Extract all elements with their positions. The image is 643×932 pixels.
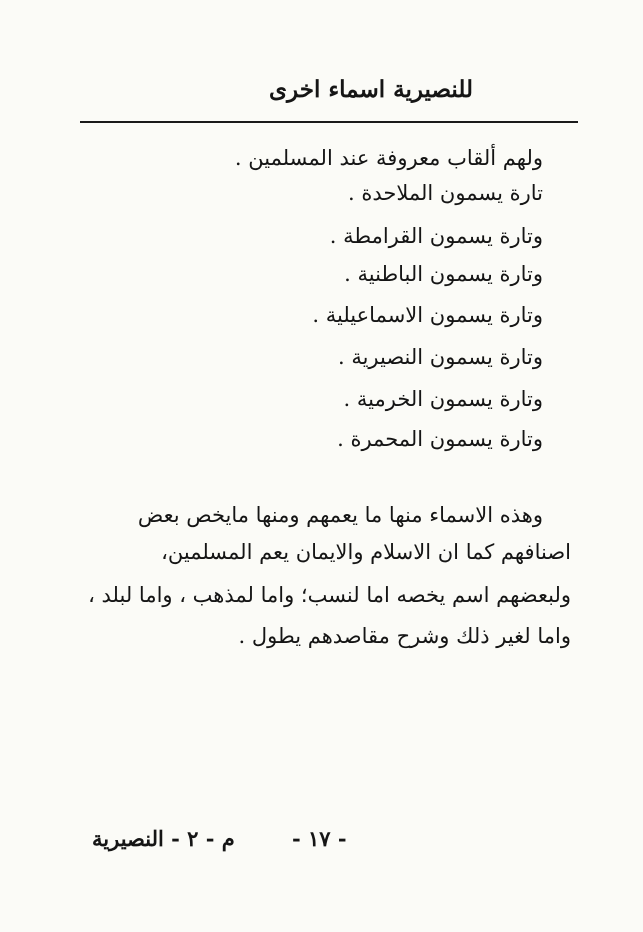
- list-line-5: وتارة يسمون الاسماعيلية .: [312, 303, 543, 327]
- paragraph-line-4: واما لغير ذلك وشرح مقاصدهم يطول .: [238, 624, 571, 648]
- paragraph-line-2: اصنافهم كما ان الاسلام والايمان يعم المسلمين،: [161, 540, 571, 564]
- page-header-title: للنصيرية اسماء اخرى: [269, 76, 473, 103]
- footer-series-label: م - ٢ - النصيرية: [92, 826, 235, 851]
- paragraph-line-1: وهذه الاسماء منها ما يعمهم ومنها مايخص بعض: [137, 503, 543, 527]
- header-divider: [80, 121, 578, 123]
- list-line-4: وتارة يسمون الباطنية .: [344, 262, 543, 286]
- list-line-1: ولهم ألقاب معروفة عند المسلمين .: [234, 146, 543, 170]
- footer-page-number: - ١٧ -: [292, 826, 347, 851]
- list-line-8: وتارة يسمون المحمرة .: [337, 427, 543, 451]
- list-line-3: وتارة يسمون القرامطة .: [329, 224, 543, 248]
- list-line-6: وتارة يسمون النصيرية .: [337, 345, 543, 369]
- paragraph-line-3: ولبعضهم اسم يخصه اما لنسب؛ واما لمذهب ، واما لبلد ،: [88, 583, 571, 607]
- list-line-2: تارة يسمون الملاحدة .: [348, 181, 543, 205]
- list-line-7: وتارة يسمون الخرمية .: [343, 387, 543, 411]
